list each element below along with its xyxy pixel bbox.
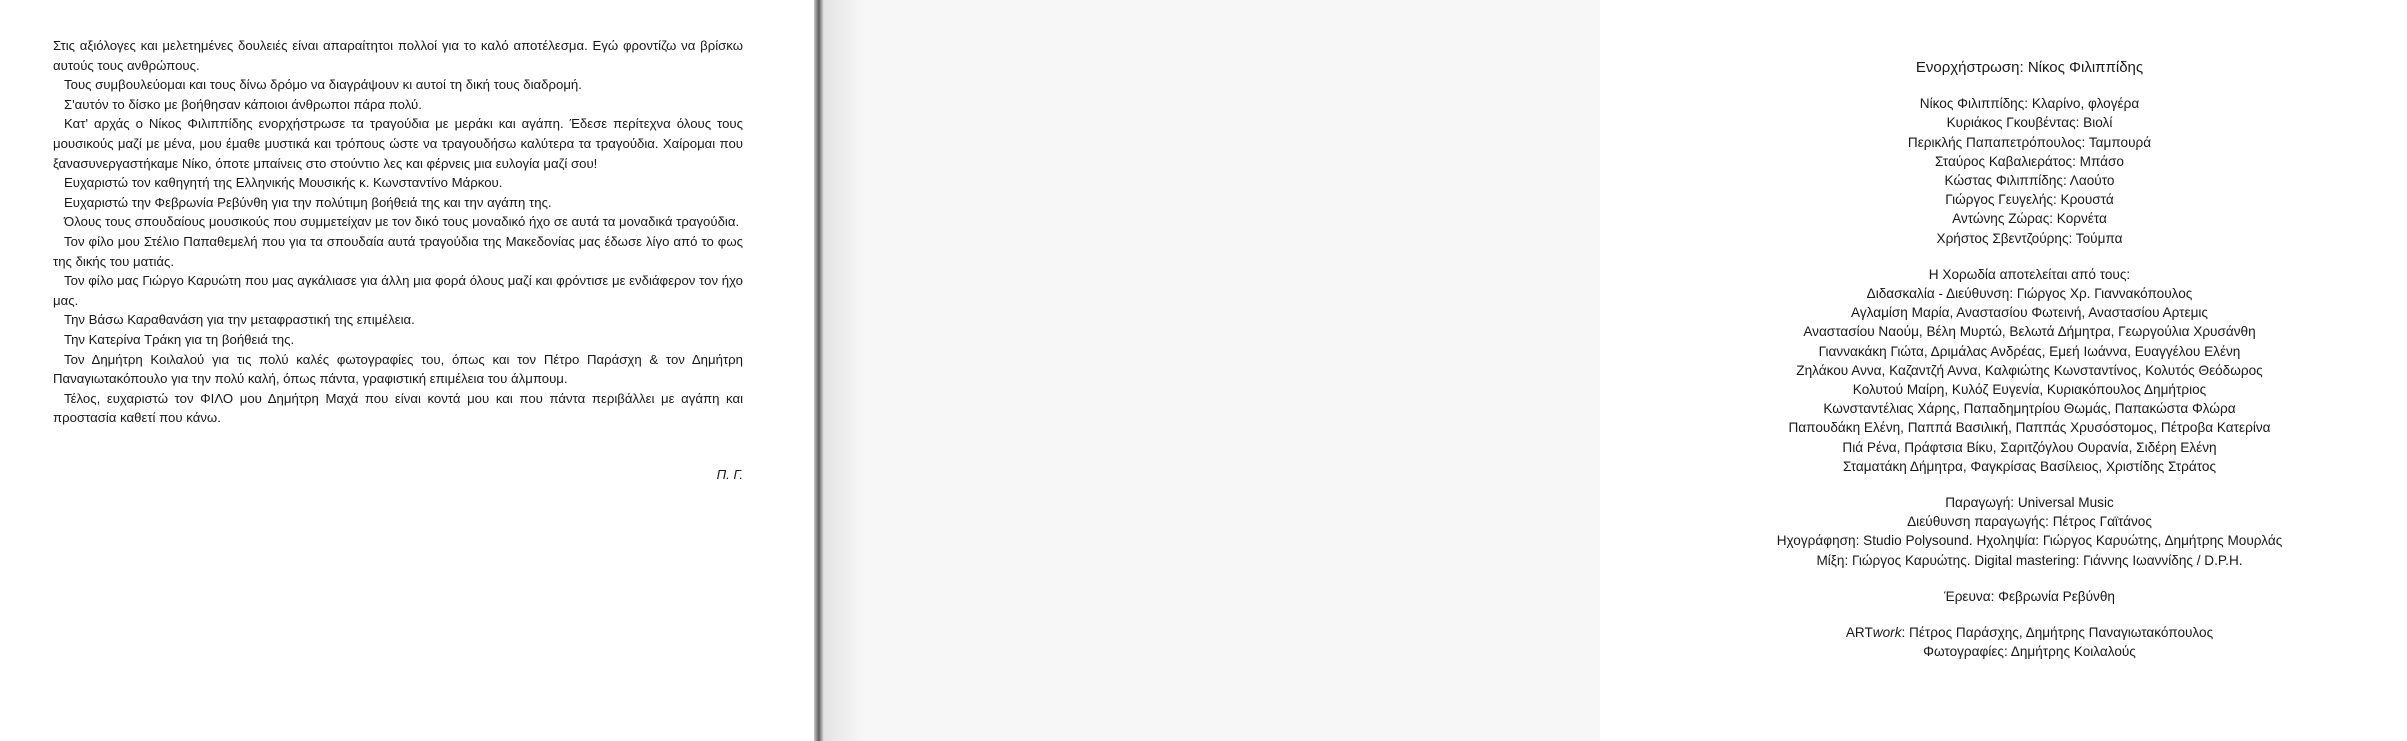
- spacer: [1652, 248, 2407, 265]
- paragraph: Στις αξιόλογες και μελετημένες δουλειές είναι απαραίτητοι πολλοί για το καλό αποτέλεσμα. Εγώ φροντίζω να βρίσκω αυτούς τους ανθρώπους.: [53, 38, 743, 73]
- musician-credit: Αντώνης Ζώρας: Κορνέτα: [1952, 211, 2107, 227]
- paragraph: Τους συμβουλεύομαι και τους δίνω δρόμο να διαγράψουν κι αυτοί τη δική τους διαδρομή.: [64, 77, 582, 93]
- choir-members: Παπουδάκη Ελένη, Παππά Βασιλική, Παππάς Χρυσόστομος, Πέτροβα Κατερίνα: [1788, 420, 2271, 436]
- paragraph: Ευχαριστώ την Φεβρωνία Ρεβύνθη για την πολύτιμη βοήθειά της και την αγάπη της.: [64, 194, 552, 210]
- choir-members: Σταματάκη Δήμητρα, Φαγκρίσας Βασίλειος, Χριστίδης Στράτος: [1842, 458, 2216, 474]
- paragraph: Ευχαριστώ τον καθηγητή της Ελληνικής Μουσικής κ. Κωνσταντίνο Μάρκου.: [64, 175, 503, 191]
- right-page: [817, 0, 2283, 741]
- choir-list: [1652, 265, 2407, 476]
- signature: Π. Γ.: [716, 467, 743, 482]
- paragraph: Τον Δημήτρη Κοιλαλού για τις πολύ καλές φωτογραφίες του, όπως και τον Πέτρο Παράσχη & τον Δημήτρη Παναγιωτακόπουλο για την πολύ καλή, όπως πάντα, γραφιστική επιμέλεια του άλμπουμ.: [53, 351, 743, 387]
- production-credit: Ηχογράφηση: Studio Polysound. Ηχοληψία: Γιώργος Καρυώτης, Δημήτρης Μουρλάς: [1776, 533, 2283, 549]
- photos-credit: Φωτογραφίες: Δημήτρης Κοιλαλούς: [1923, 644, 2136, 660]
- fold-shadow: [824, 0, 864, 741]
- paragraph: Σ'αυτόν το δίσκο με βοήθησαν κάποιοι άνθρωποι πάρα πολύ.: [64, 96, 422, 112]
- musician-credit: Κώστας Φιλιππίδης: Λαούτο: [1944, 173, 2115, 189]
- spacer: [1652, 476, 2407, 493]
- book-spine-fold: [814, 0, 824, 741]
- choir-members: Κολυτού Μαίρη, Κυλόζ Ευγενία, Κυριακόπουλος Δημήτριος: [1852, 382, 2207, 398]
- production-credit: Διεύθυνση παραγωγής: Πέτρος Γαϊτάνος: [1907, 514, 2152, 530]
- credits-column: [1652, 58, 2407, 661]
- musician-credit: Γιώργος Γευγελής: Κρουστά: [1945, 192, 2114, 208]
- paragraph: Τον φίλο μου Στέλιο Παπαθεμελή που για τα σπουδαία αυτά τραγούδια της Μακεδονίας μας έδωσε λίγο από το φως της δικής του ματιάς.: [53, 233, 743, 269]
- musician-credit: Σταύρος Καβαλιεράτος: Μπάσο: [1935, 153, 2124, 169]
- musician-credit: Χρήστος Σβεντζούρης: Τούμπα: [1936, 230, 2123, 246]
- paragraph: Τέλος, ευχαριστώ τον ΦΙΛΟ μου Δημήτρη Μαχά που είναι κοντά μου και που πάντα περιβάλλει με αγάπη και προστασία καθετί που κάνω.: [53, 390, 743, 426]
- musician-credit: Περικλής Παπαπετρόπουλος: Ταμπουρά: [1907, 134, 2152, 150]
- orchestration-title: Ενορχήστρωση: Νίκος Φιλιππίδης: [1915, 59, 2144, 76]
- artwork-prefix-italic: work: [1872, 625, 1902, 641]
- musician-credit: Νίκος Φιλιππίδης: Κλαρίνο, φλογέρα: [1919, 96, 2140, 112]
- paragraph: Όλους τους σπουδαίους μουσικούς που συμμετείχαν με τον δικό τους μοναδικό ήχο σε αυτά τα μοναδικά τραγούδια.: [64, 214, 740, 230]
- choir-members: Πιά Ρένα, Πράφτσια Βίκυ, Σαριτζόγλου Ουρανία, Σιδέρη Ελένη: [1842, 439, 2217, 455]
- paragraph: Την Βάσω Καραθανάση για την μεταφραστική της επιμέλεια.: [64, 312, 415, 328]
- choir-director: Διδασκαλία - Διεύθυνση: Γιώργος Χρ. Γιαννακόπουλος: [1866, 286, 2193, 302]
- spacer: [1652, 606, 2407, 623]
- paragraph: Την Κατερίνα Τράκη για τη βοήθειά της.: [64, 331, 295, 347]
- choir-members: Κωνσταντέλιας Χάρης, Παπαδημητρίου Θωμάς, Παπακώστα Φλώρα: [1823, 401, 2236, 417]
- choir-members: Γιαννακάκη Γιώτα, Δριμάλας Ανδρέας, Εμεή Ιωάννα, Ευαγγέλου Ελένη: [1818, 343, 2241, 359]
- artwork-credit: [1652, 623, 2407, 642]
- spacer: [1652, 570, 2407, 587]
- choir-members: Ζηλάκου Αννα, Καζαντζή Αννα, Καλφιώτης Κωνσταντίνος, Κολυτός Θεόδωρος: [1796, 362, 2263, 378]
- choir-heading: Η Χορωδία αποτελείται από τους:: [1928, 266, 2131, 282]
- left-page: [0, 0, 817, 741]
- paragraph: Κατ' αρχάς ο Νίκος Φιλιππίδης ενορχήστρωσε τα τραγούδια με μεράκι και αγάπη. Έδεσε περίτεχνα όλους τους μουσικούς μαζί με μένα, μου έμαθε μυστικά και τρόπους ώστε να τραγουδήσω καλύτερα τα τραγούδια. Χαίρομαι που ξανασυνεργαστήκαμε Νίκο, όποτε μπαίνεις στο στούντιο λες και φέρνεις μια ευλογία μαζί σου!: [53, 116, 743, 171]
- musician-credit: Κυριάκος Γκουβέντας: Βιολί: [1946, 115, 2113, 131]
- production-credits: [1652, 493, 2407, 570]
- choir-members: Αναστασίου Ναούμ, Βέλη Μυρτώ, Βελωτά Δήμητρα, Γεωργούλια Χρυσάνθη: [1803, 324, 2256, 340]
- artwork-prefix: ART: [1845, 625, 1873, 641]
- choir-members: Αγλαμίση Μαρία, Αναστασίου Φωτεινή, Αναστασίου Αρτεμις: [1851, 305, 2208, 321]
- research-credit: Έρευνα: Φεβρωνία Ρεβύνθη: [1944, 588, 2115, 604]
- production-credit: Παραγωγή: Universal Music: [1945, 495, 2114, 511]
- production-credit: Μίξη: Γιώργος Καρυώτης. Digital mastering: Γιάννης Ιωαννίδης / D.P.H.: [1816, 552, 2243, 568]
- artwork-names: : Πέτρος Παράσχης, Δημήτρης Παναγιωτακόπουλος: [1901, 625, 2214, 641]
- acknowledgements-text: [53, 36, 743, 428]
- paragraph: Τον φίλο μας Γιώργο Καρυώτη που μας αγκάλιασε για άλλη μια φορά όλους μαζί και φρόντισε με ενδιάφερον τον ήχο μας.: [53, 273, 743, 308]
- musicians-list: [1652, 94, 2407, 248]
